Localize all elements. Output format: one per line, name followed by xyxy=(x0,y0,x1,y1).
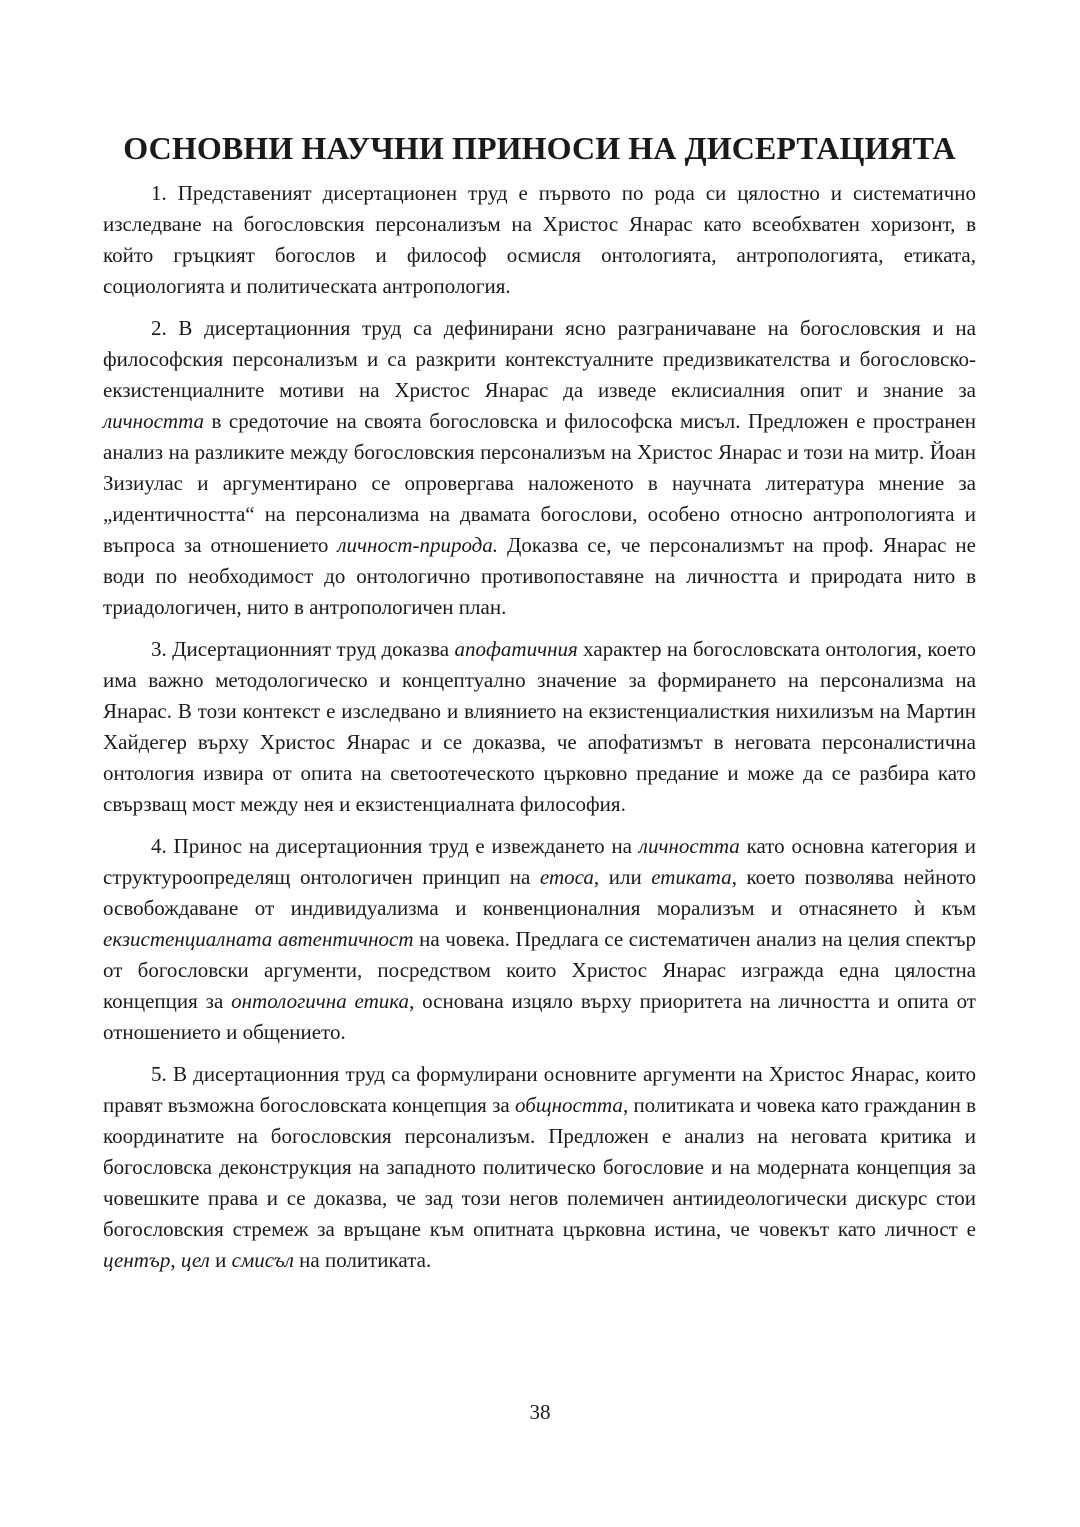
paragraph-text: в средоточие на своята богословска и философска мисъл. Предложен е пространен анализ на разликите между богословския персонализъм на Христос Янарас и този на митр. Йоан Зизиулас и аргументирано се опровергава наложеното в научната литература мнение за „идентичността“ на персонализма на двамата богослови, особено относно антропологията и въпроса за отношението xyxy=(103,408,976,557)
paragraph-text: , xyxy=(170,1247,181,1272)
emphasized-term: център xyxy=(103,1247,171,1272)
page-title: ОСНОВНИ НАУЧНИ ПРИНОСИ НА ДИСЕРТАЦИЯТА xyxy=(123,130,956,166)
emphasized-term: цел xyxy=(180,1247,210,1272)
emphasized-term: личността xyxy=(103,408,205,433)
paragraph-text: , или xyxy=(593,864,652,889)
paragraph-text: 2. В дисертационния труд са дефинирани ясно разграничаване на богословския и на философския персонализъм и са разкрити контекстуалните предизвикателства и богословско-екзистенциалните мотиви на Христос Янарас да изведе еклисиалния опит и знание за xyxy=(103,315,976,402)
paragraph-contribution-4 xyxy=(103,831,976,1048)
paragraph-contribution-1 xyxy=(103,178,976,302)
paragraph-contribution-3 xyxy=(103,634,976,820)
document-page xyxy=(103,128,976,1287)
paragraph-text: на човека. Предлага се систематичен анализ на целия спектър от богословски аргументи, посредством които Христос Янарас изгражда една цялостна концепция за xyxy=(103,926,977,1013)
paragraph-text: на политиката. xyxy=(293,1247,432,1272)
paragraph-text: Доказва се, че персонализмът на проф. Янарас не води по необходимост до онтологично противопоставяне на личността и природата нито в триадологичен, нито в антропологичен план. xyxy=(103,532,976,619)
emphasized-term: етоса xyxy=(539,864,594,889)
paragraph-text: , политиката и човека като гражданин в координатите на богословския персонализъм. Предложен е анализ на неговата критика и богословска деконструкция на западното политическо богословие и на модерната концепция за човешките права и се доказва, че зад този негов полемичен антиидеологически дискурс стои богословския стремеж за връщане към опитната църковна истина, че човекът като личност е xyxy=(103,1092,977,1241)
emphasized-term: онтологична етика xyxy=(231,988,410,1013)
paragraph-text: 4. Принос на дисертационния труд е извеждането на xyxy=(151,833,639,858)
paragraph-text: 5. В дисертационния труд са формулирани основните аргументи на Христос Янарас, които правят възможна богословската концепция за xyxy=(103,1061,976,1117)
paragraph-contribution-2 xyxy=(103,313,976,623)
paragraph-text: 1. Представеният дисертационен труд е първото по рода си цялостно и систематично изследване на богословския персонализъм на Христос Янарас като всеобхватен хоризонт, в който гръцкият богослов и философ осмисля онтологията, антропологията, етиката, социологията и политическата антропология. xyxy=(103,180,976,298)
emphasized-term: смисъл xyxy=(231,1247,294,1272)
paragraph-text: като основна категория и структуроопределящ онтологичен принцип на xyxy=(103,833,976,889)
emphasized-term: личност-природа. xyxy=(337,532,499,557)
emphasized-term: личността xyxy=(638,833,740,858)
emphasized-term: общността xyxy=(514,1092,623,1117)
paragraph-text: 3. Дисертационният труд доказва xyxy=(151,636,455,661)
paragraph-text: , което позволява нейното освобождаване от индивидуализма и конвенционалния морализъм и отнасянето ѝ към xyxy=(103,864,976,920)
paragraph-contribution-5 xyxy=(103,1059,976,1276)
paragraph-text: , основана изцяло върху приоритета на личността и опита от отношението и общението. xyxy=(103,988,976,1044)
paragraph-text: характер на богословската онтология, което има важно методологическо и концептуално значение за формирането на персонализма на Янарас. В този контекст е изследвано и влиянието на екзистенциалисткия нихилизъм на Мартин Хайдегер върху Христос Янарас и се доказва, че апофатизмът в неговата персоналистична онтология извира от опита на светоотеческото църковно предание и може да се разбира като свързващ мост между нея и екзистенциалната философия. xyxy=(103,636,976,816)
emphasized-term: етиката xyxy=(651,864,732,889)
page-number: 38 xyxy=(529,1400,551,1424)
paragraph-text: и xyxy=(209,1247,232,1272)
emphasized-term: апофатичния xyxy=(454,636,578,661)
emphasized-term: екзистенциалната автентичност xyxy=(103,926,414,951)
